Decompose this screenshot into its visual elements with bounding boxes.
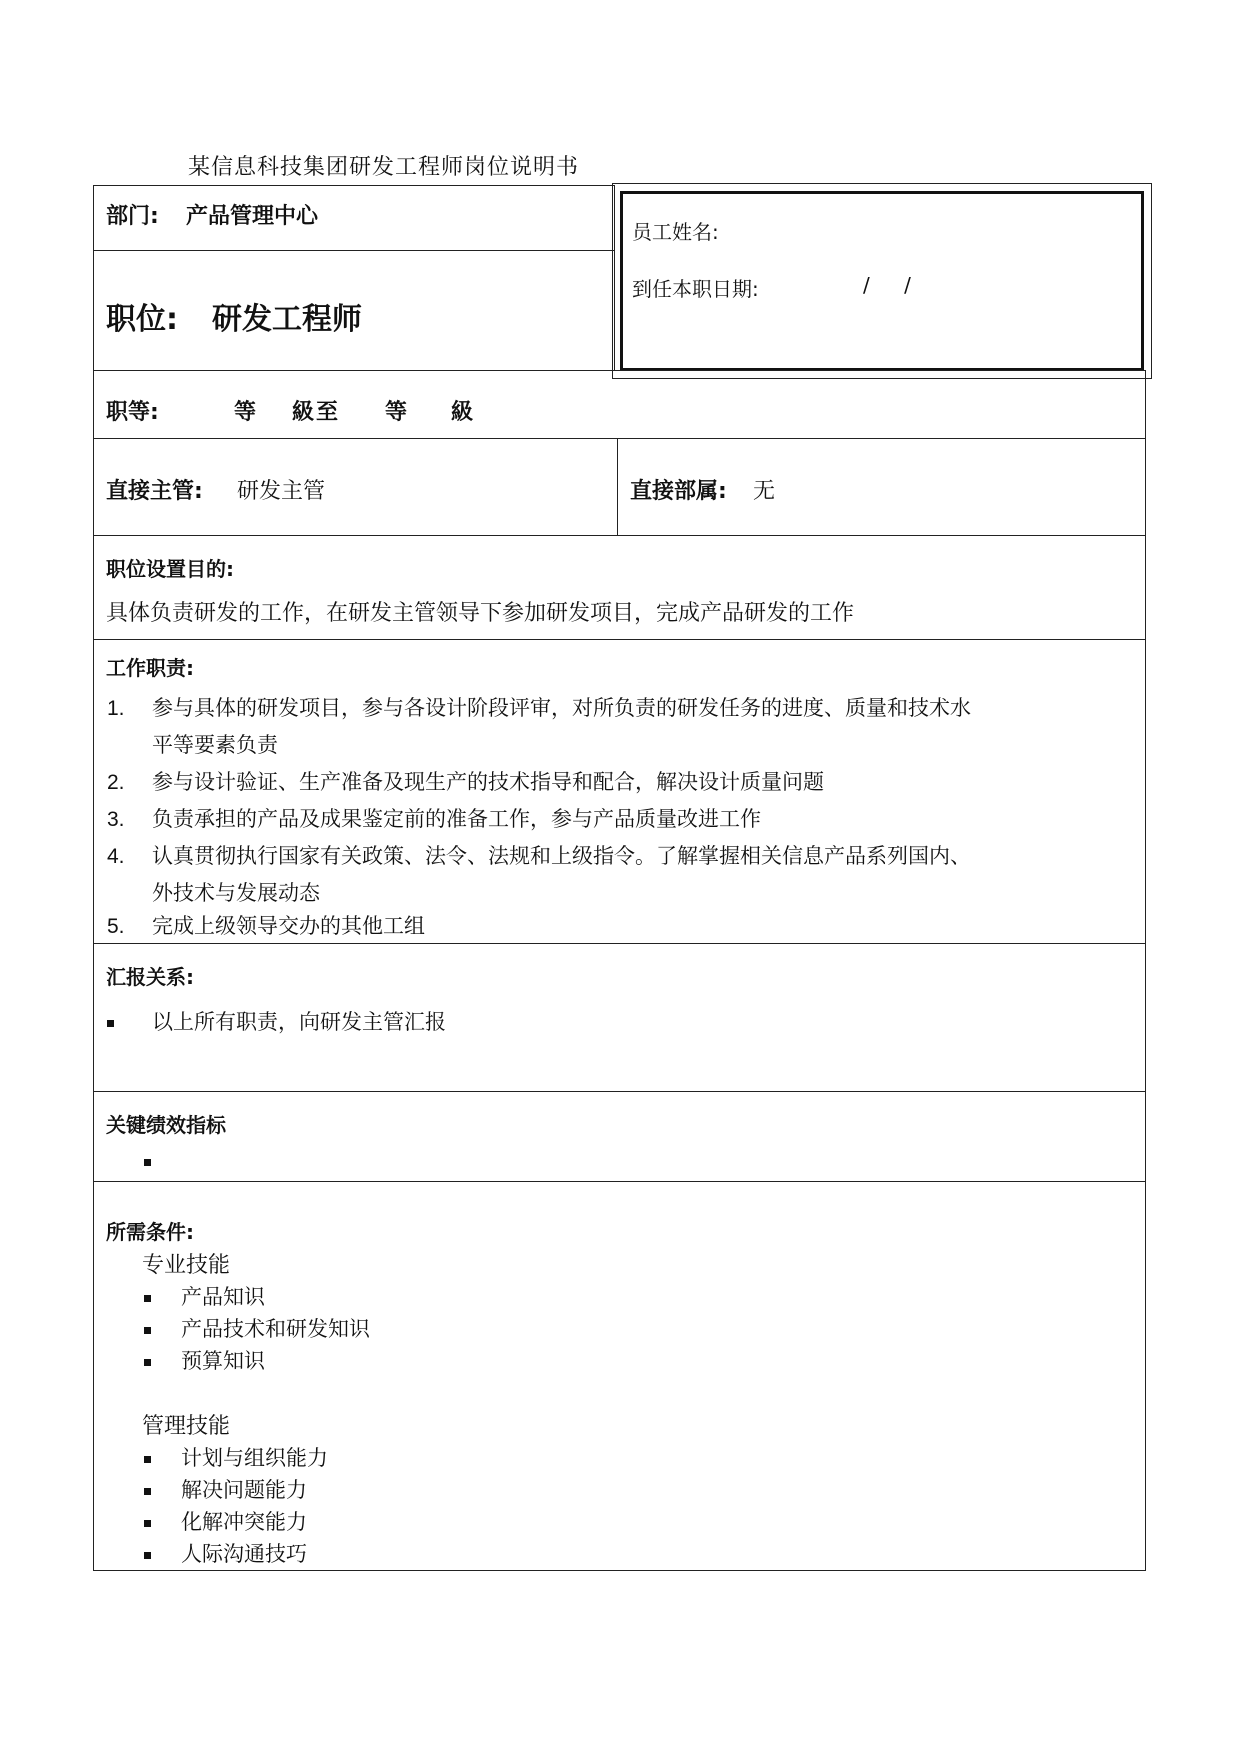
header-left-section [93,185,615,371]
skill-text: 计划与组织能力 [181,1446,328,1470]
skill-text: 解决问题能力 [181,1478,307,1502]
management-skills-heading: 管理技能 [142,1414,231,1439]
skill-text: 产品知识 [181,1285,265,1309]
duties-label: 工作职责: [106,656,194,680]
position-label: 职位: [106,302,178,337]
supervisor-row [93,438,1146,536]
duty-item [107,692,971,722]
duty-text: 完成上级领导交办的其他工组 [152,914,425,938]
professional-skills-heading: 专业技能 [142,1253,231,1278]
department-value: 产品管理中心 [186,204,319,229]
duty-number: 4. [107,845,125,868]
employee-box [620,191,1144,371]
bullet-icon [144,1456,151,1463]
management-skill-item [144,1506,307,1536]
duty-number: 5. [107,915,125,938]
duty-text: 参与设计验证、生产准备及现生产的技术指导和配合，解决设计质量问题 [152,770,824,794]
position-value: 研发工程师 [212,302,362,337]
bullet-icon [144,1488,151,1495]
professional-skill-item [144,1281,265,1311]
supervisor-value: 研发主管 [237,479,326,504]
grade-word-2: 級至 [292,400,341,425]
duty-text: 负责承担的产品及成果鉴定前的准备工作，参与产品质量改进工作 [152,807,761,831]
bullet-icon [107,1020,114,1027]
subordinate-value: 无 [753,479,776,504]
purpose-section [93,535,1146,640]
duty-item [107,840,971,870]
duty-number: 1. [107,697,125,720]
skill-text: 预算知识 [181,1349,265,1373]
purpose-label: 职位设置目的: [106,557,234,581]
bullet-icon [144,1327,151,1334]
start-date-label: 到任本职日期: [632,277,759,301]
skill-text: 产品技术和研发知识 [181,1317,370,1341]
management-skill-item [144,1442,328,1472]
duty-item [107,803,761,833]
duty-item-continuation [152,729,278,759]
duty-item [107,766,824,796]
skill-text: 化解冲突能力 [181,1510,307,1534]
employee-name-label: 员工姓名: [632,220,719,244]
requirements-label: 所需条件: [106,1220,194,1244]
professional-skill-item [144,1345,265,1375]
bullet-icon [144,1159,151,1166]
grade-word-1: 等 [234,400,257,425]
reporting-text: 以上所有职责，向研发主管汇报 [152,1010,446,1034]
duty-number: 2. [107,771,125,794]
requirements-section [93,1181,1146,1571]
kpi-label: 关键绩效指标 [106,1113,226,1137]
grade-word-4: 級 [451,400,474,425]
management-skill-item [144,1474,307,1504]
duty-text: 平等要素负责 [152,733,278,757]
skill-text: 人际沟通技巧 [181,1542,307,1566]
bullet-icon [144,1295,151,1302]
duties-section [93,639,1146,944]
professional-skill-item [144,1313,370,1343]
duty-item [107,910,425,940]
kpi-section [93,1091,1146,1182]
duty-text: 参与具体的研发项目，参与各设计阶段评审，对所负责的研发任务的进度、质量和技术水 [152,696,971,720]
employee-box-outer [612,183,1152,379]
management-skill-item [144,1538,307,1568]
department-label: 部门: [106,204,159,229]
bullet-icon [144,1552,151,1559]
supervisor-label: 直接主管: [106,479,203,504]
duty-item-continuation [152,877,320,907]
duty-text: 外技术与发展动态 [152,881,320,905]
document-title: 某信息科技集团研发工程师岗位说明书 [188,155,580,180]
duty-number: 3. [107,808,125,831]
start-date-value: / / [863,273,911,297]
subordinate-label: 直接部属: [630,479,727,504]
reporting-item [107,1006,446,1036]
bullet-icon [144,1359,151,1366]
purpose-text: 具体负责研发的工作，在研发主管领导下参加研发项目，完成产品研发的工作 [106,601,855,626]
duty-text: 认真贯彻执行国家有关政策、法令、法规和上级指令。了解掌握相关信息产品系列国内、 [152,844,971,868]
grade-word-3: 等 [385,400,408,425]
grade-row [93,370,1146,439]
grade-label: 职等: [106,400,159,425]
bullet-icon [144,1520,151,1527]
reporting-section [93,943,1146,1092]
reporting-label: 汇报关系: [106,965,194,989]
kpi-empty-item [144,1149,151,1173]
